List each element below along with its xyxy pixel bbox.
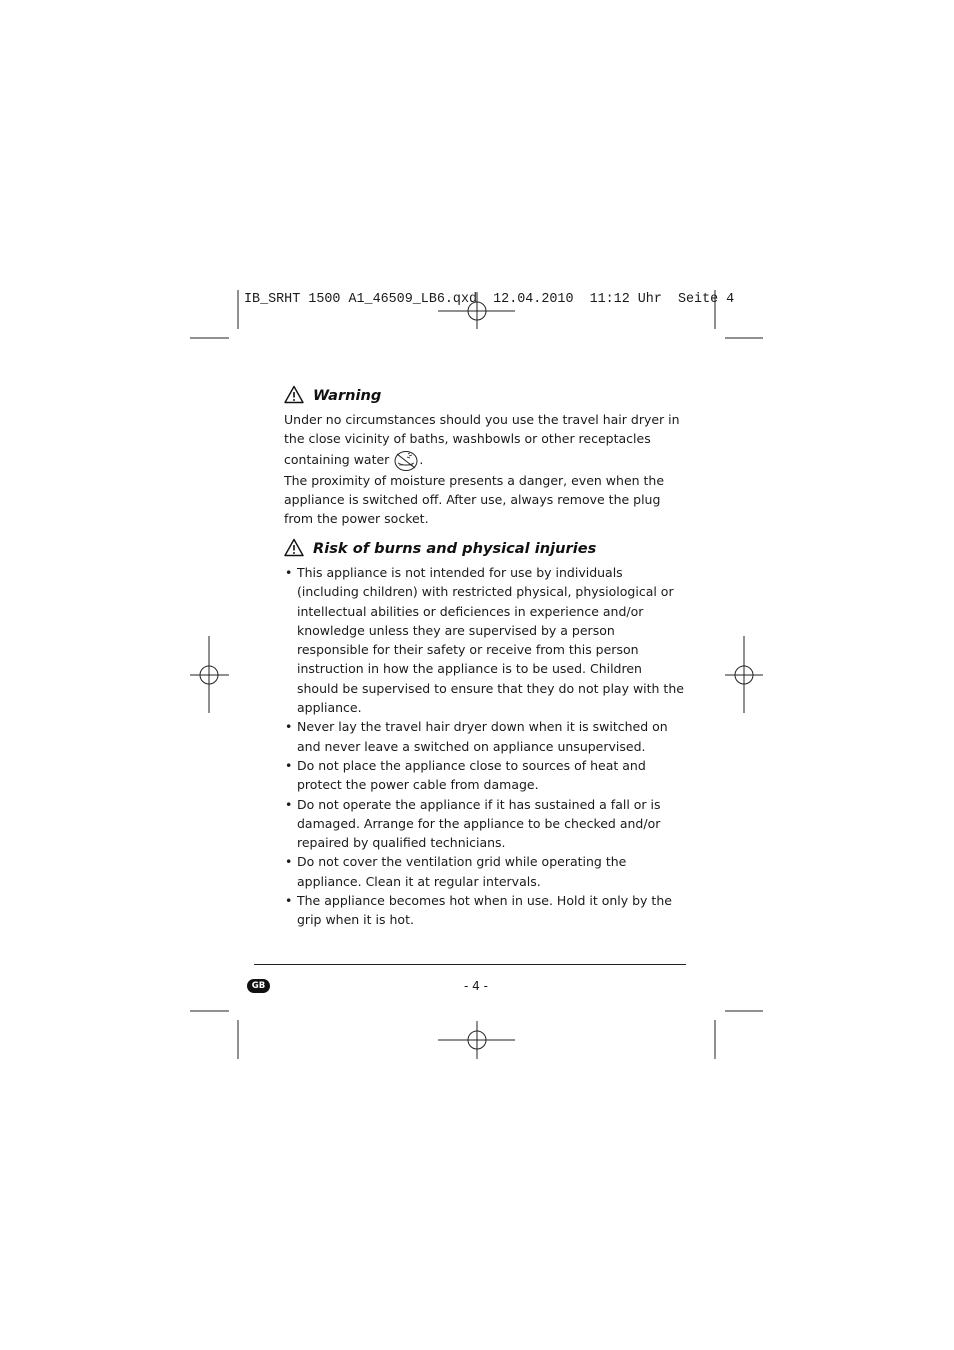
burns-title: Risk of burns and physical injuries — [313, 540, 597, 557]
warning-paragraph-1 — [284, 410, 684, 471]
list-item: • Do not operate the appliance if it has sustained a fall or is damaged. Arrange for the appliance to be checked and/or repaired by qualified technicians. — [284, 795, 684, 853]
slug-date: 12.04.2010 — [493, 292, 574, 307]
slug-file: IB_SRHT 1500 A1_46509_LB6.qxd — [244, 292, 478, 307]
warning-paragraph-2: The proximity of moisture presents a danger, even when the appliance is switched off. After use, always remove the plug from the power socket. — [284, 472, 665, 527]
warning-paragraph-1-end: . — [419, 451, 424, 467]
warning-heading — [284, 385, 381, 404]
footer-divider — [254, 964, 686, 965]
warning-title: Warning — [313, 387, 382, 404]
list-item: • Do not cover the ventilation grid while operating the appliance. Clean it at regular intervals. — [284, 852, 684, 891]
warning-body — [284, 410, 684, 528]
burns-list — [284, 563, 684, 930]
print-slug-line — [244, 292, 734, 307]
language-badge: GB — [247, 979, 270, 993]
warning-triangle-icon — [284, 385, 304, 404]
list-item: • Never lay the travel hair dryer down when it is switched on and never leave a switched on appliance unsupervised. — [284, 717, 684, 756]
list-item: • Do not place the appliance close to sources of heat and protect the power cable from damage. — [284, 756, 684, 795]
list-item: • The appliance becomes hot when in use. Hold it only by the grip when it is hot. — [284, 891, 684, 930]
list-item: • This appliance is not intended for use by individuals (including children) with restricted physical, physiological or intellectual abilities or deficiences in experience and/or knowledge unless they are supervised by a person responsible for their safety or receive from this person instruction in how the appliance is to be used. Children should be supervised to ensure that they do not play with the appliance. — [284, 563, 684, 717]
no-water-icon — [393, 449, 419, 471]
burns-heading — [284, 538, 596, 557]
page-number: - 4 - — [464, 979, 488, 993]
warning-triangle-icon — [284, 538, 304, 557]
slug-page: Seite 4 — [677, 292, 735, 307]
warning-paragraph-1-text: Under no circumstances should you use the travel hair dryer in the close vicinity of baths, washbowls or other receptacles containing water — [284, 412, 680, 467]
slug-time: 11:12 Uhr — [589, 292, 662, 307]
